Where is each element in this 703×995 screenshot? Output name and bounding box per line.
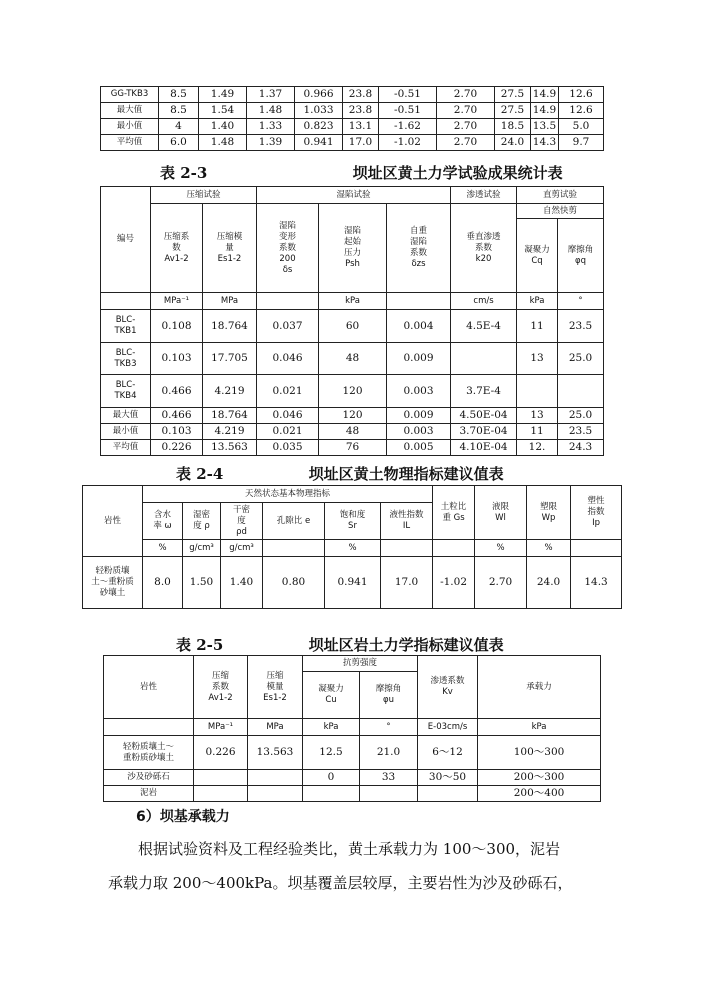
table-cell: 23.8: [343, 103, 379, 119]
table-cell: 0.003: [387, 375, 451, 408]
table-cell: 0: [303, 770, 360, 786]
t25-units-row: [104, 719, 601, 736]
table-cell: 120: [319, 408, 387, 424]
table-row: [101, 310, 604, 343]
table-cell: 4.5E-4: [451, 310, 517, 343]
t24-units-row: [83, 540, 622, 557]
table-cell: 13.5: [531, 119, 559, 135]
table-cell: 2.70: [437, 135, 495, 151]
t24-cell: 1.50: [183, 557, 221, 609]
table-cell: 27.5: [495, 103, 531, 119]
table-cell: [194, 786, 248, 802]
table-cell: 48: [319, 343, 387, 375]
table-row: [104, 770, 601, 786]
table-cell: 13.563: [248, 736, 303, 770]
table-row: [101, 424, 604, 440]
table-cell: 14.3: [531, 135, 559, 151]
table-cell: 1.33: [247, 119, 295, 135]
table-cell: 6～12: [418, 736, 478, 770]
table-cell: [248, 770, 303, 786]
table-cell: 200～300: [478, 770, 601, 786]
unit-cell: [433, 540, 475, 557]
unit-cell: kPa: [319, 293, 387, 310]
table-row: [101, 103, 604, 119]
t25-col-rock: 岩性: [104, 656, 194, 719]
table-cell: 27.5: [495, 87, 531, 103]
table-cell: 5.0: [559, 119, 604, 135]
group-collapse: 湿陷试验: [257, 187, 451, 204]
unit-cell: MPa⁻¹: [194, 719, 248, 736]
t25-h-av: 压缩 系数 Av1-2: [194, 656, 248, 719]
table-cell: 17.0: [343, 135, 379, 151]
table-cell: 1.54: [199, 103, 247, 119]
table-cell: 21.0: [360, 736, 418, 770]
col-id-header: 编号: [101, 187, 151, 293]
t24-data-row: [83, 557, 622, 609]
table-cell: 30～50: [418, 770, 478, 786]
table-2-5-title: 坝址区岩土力学指标建议值表: [308, 636, 504, 654]
table-cell: 12.6: [559, 103, 604, 119]
table-cell: 1.48: [199, 135, 247, 151]
table-cell: 18.764: [203, 408, 257, 424]
table-cell: 25.0: [558, 343, 604, 375]
table-cell: -1.62: [379, 119, 437, 135]
unit-cell: g/cm³: [183, 540, 221, 557]
unit-cell: [257, 293, 319, 310]
table-cell: 0.046: [257, 343, 319, 375]
table-cell: 24.3: [558, 440, 604, 456]
table-cell: 33: [360, 770, 418, 786]
table-cell: 0.108: [151, 310, 203, 343]
table-cell: 11: [517, 424, 558, 440]
row-label: 最大值: [101, 103, 159, 119]
table-cell: 0.103: [151, 343, 203, 375]
table-cell: 0.004: [387, 310, 451, 343]
h-cq: 凝聚力 Cq: [517, 219, 558, 293]
t24-h-rhod: 干密 度 ρd: [221, 503, 263, 540]
unit-cell: [387, 293, 451, 310]
t24-h-ip: 塑性 指数 Ip: [571, 486, 622, 540]
row-label: 平均值: [101, 440, 151, 456]
table-cell: 18.5: [495, 119, 531, 135]
table-cell: 1.033: [295, 103, 343, 119]
paragraph-line-1: 根据试验资料及工程经验类比，黄土承载力为 100～300，泥岩: [138, 840, 561, 858]
table-cell: [360, 786, 418, 802]
h-dzs: 自重 湿陷 系数 δzs: [387, 204, 451, 293]
table-cell: 3.7E-4: [451, 375, 517, 408]
unit-cell: MPa: [248, 719, 303, 736]
table-cell: 2.70: [437, 119, 495, 135]
table-row: [101, 408, 604, 424]
t25-h-kv: 渗透系数 Kv: [418, 656, 478, 719]
table-cell: [517, 375, 558, 408]
row-label: 沙及砂砾石: [104, 770, 194, 786]
table-cell: 100～300: [478, 736, 601, 770]
table-cell: 0.226: [151, 440, 203, 456]
table-cell: 9.7: [559, 135, 604, 151]
section-heading: 6）坝基承载力: [136, 809, 230, 825]
table-cell: 8.5: [159, 103, 199, 119]
table-cell: 0.966: [295, 87, 343, 103]
table-cell: 1.40: [199, 119, 247, 135]
table-top: [100, 86, 604, 151]
row-label: GG-TKB3: [101, 87, 159, 103]
t24-cell: 17.0: [381, 557, 433, 609]
table-2-5-caption: [176, 634, 504, 655]
h-phiq: 摩擦角 φq: [558, 219, 604, 293]
table-cell: 17.705: [203, 343, 257, 375]
unit-cell: kPa: [303, 719, 360, 736]
row-label: 泥岩: [104, 786, 194, 802]
row-label: BLC- TKB1: [101, 310, 151, 343]
table-2-3-caption: [160, 162, 563, 183]
unit-cell: cm/s: [451, 293, 517, 310]
unit-cell: MPa: [203, 293, 257, 310]
units-row: [101, 293, 604, 310]
table-cell: 13.563: [203, 440, 257, 456]
t25-h-cu: 凝聚力 Cu: [303, 672, 360, 719]
table-cell: -1.02: [379, 135, 437, 151]
unit-cell: [381, 540, 433, 557]
table-cell: 13: [517, 408, 558, 424]
table-cell: 8.5: [159, 87, 199, 103]
table-cell: 2.70: [437, 103, 495, 119]
table-2-5-number: 表 2-5: [176, 636, 224, 654]
table-cell: 0.009: [387, 408, 451, 424]
table-2-4-title: 坝址区黄土物理指标建议值表: [308, 465, 504, 483]
h-es: 压缩模 量 Es1-2: [203, 204, 257, 293]
table-cell: -0.51: [379, 87, 437, 103]
table-cell: [194, 770, 248, 786]
table-cell: 25.0: [558, 408, 604, 424]
table-cell: 1.49: [199, 87, 247, 103]
table-cell: 1.48: [247, 103, 295, 119]
t24-cell: 0.941: [325, 557, 381, 609]
table-row: [104, 786, 601, 802]
row-label: 平均值: [101, 135, 159, 151]
table-cell: 0.009: [387, 343, 451, 375]
t24-group-natural: 天然状态基本物理指标: [143, 486, 433, 503]
group-perm: 渗透试验: [451, 187, 517, 204]
table-row: [101, 87, 604, 103]
t25-h-es: 压缩 模量 Es1-2: [248, 656, 303, 719]
t24-cell: 24.0: [527, 557, 571, 609]
table-row: [101, 440, 604, 456]
unit-cell: kPa: [478, 719, 601, 736]
table-cell: 0.226: [194, 736, 248, 770]
t24-row-label: 轻粉质壤 土～重粉质 砂壤土: [83, 557, 143, 609]
table-cell: 0.103: [151, 424, 203, 440]
table-cell: [558, 375, 604, 408]
t25-h-phiu: 摩擦角 φu: [360, 672, 418, 719]
table-cell: 4.10E-04: [451, 440, 517, 456]
table-cell: 23.5: [558, 424, 604, 440]
unit-cell: [571, 540, 622, 557]
unit-cell: g/cm³: [221, 540, 263, 557]
t24-cell: 14.3: [571, 557, 622, 609]
table-cell: [303, 786, 360, 802]
table-cell: 4.50E-04: [451, 408, 517, 424]
unit-cell: °: [360, 719, 418, 736]
table-cell: 24.0: [495, 135, 531, 151]
unit-cell: %: [527, 540, 571, 557]
unit-cell: %: [325, 540, 381, 557]
table-row: [101, 119, 604, 135]
table-cell: 14.9: [531, 87, 559, 103]
table-cell: 48: [319, 424, 387, 440]
table-cell: 0.021: [257, 424, 319, 440]
table-cell: 4: [159, 119, 199, 135]
t24-h-sr: 饱和度 Sr: [325, 503, 381, 540]
table-row: [101, 135, 604, 151]
unit-cell: %: [143, 540, 183, 557]
table-cell: 14.9: [531, 103, 559, 119]
table-cell: 0.035: [257, 440, 319, 456]
table-cell: 120: [319, 375, 387, 408]
group-compress: 压缩试验: [151, 187, 257, 204]
unit-cell: MPa⁻¹: [151, 293, 203, 310]
table-row: [104, 736, 601, 770]
row-label: 最小值: [101, 424, 151, 440]
row-label: 最大值: [101, 408, 151, 424]
row-label: 轻粉质壤土～ 重粉质砂壤土: [104, 736, 194, 770]
table-cell: 0.046: [257, 408, 319, 424]
table-cell: 200～400: [478, 786, 601, 802]
group-shear: 直剪试验: [517, 187, 604, 204]
table-cell: 12.: [517, 440, 558, 456]
t24-h-il: 液性指数 IL: [381, 503, 433, 540]
table-cell: 18.764: [203, 310, 257, 343]
table-cell: 13.1: [343, 119, 379, 135]
h-ds: 湿陷 变形 系数 200 δs: [257, 204, 319, 293]
t24-h-wl: 液限 Wl: [475, 486, 527, 540]
t24-cell: 2.70: [475, 557, 527, 609]
table-cell: 0.037: [257, 310, 319, 343]
row-label: BLC- TKB4: [101, 375, 151, 408]
table-cell: 4.219: [203, 424, 257, 440]
unit-cell: kPa: [517, 293, 558, 310]
t24-col-rock: 岩性: [83, 486, 143, 557]
t24-h-w: 含水 率 ω: [143, 503, 183, 540]
paragraph-line-2: 承载力取 200～400kPa。坝基覆盖层较厚，主要岩性为沙及砂砾石，: [108, 874, 573, 892]
table-cell: 0.021: [257, 375, 319, 408]
h-av: 压缩系 数 Av1-2: [151, 204, 203, 293]
table-cell: 3.70E-04: [451, 424, 517, 440]
table-cell: 0.466: [151, 375, 203, 408]
table-cell: 1.37: [247, 87, 295, 103]
unit-cell: °: [558, 293, 604, 310]
table-2-5: [103, 655, 601, 802]
table-2-4: [82, 485, 622, 609]
table-cell: 0.466: [151, 408, 203, 424]
table-cell: 13: [517, 343, 558, 375]
t24-h-gs: 土粒比 重 Gs: [433, 486, 475, 540]
table-cell: 1.39: [247, 135, 295, 151]
sub-shear: 自然快剪: [517, 204, 604, 219]
unit-cell: E-03cm/s: [418, 719, 478, 736]
t25-h-bearing: 承载力: [478, 656, 601, 719]
t25-group-shear: 抗剪强度: [303, 656, 418, 672]
table-cell: [248, 786, 303, 802]
table-cell: 11: [517, 310, 558, 343]
table-cell: 60: [319, 310, 387, 343]
table-2-3-title: 坝址区黄土力学试验成果统计表: [352, 164, 563, 182]
row-label: 最小值: [101, 119, 159, 135]
unit-cell: %: [475, 540, 527, 557]
row-label: BLC- TKB3: [101, 343, 151, 375]
table-2-3-number: 表 2-3: [160, 164, 208, 182]
table-2-4-number: 表 2-4: [176, 465, 224, 483]
table-cell: [451, 343, 517, 375]
table-cell: 0.005: [387, 440, 451, 456]
table-cell: 23.5: [558, 310, 604, 343]
table-cell: 2.70: [437, 87, 495, 103]
table-row: [101, 375, 604, 408]
t24-cell: -1.02: [433, 557, 475, 609]
table-cell: 4.219: [203, 375, 257, 408]
table-cell: 76: [319, 440, 387, 456]
t24-h-wp: 塑限 Wp: [527, 486, 571, 540]
table-cell: -0.51: [379, 103, 437, 119]
table-cell: 12.6: [559, 87, 604, 103]
h-psh: 湿陷 起始 压力 Psh: [319, 204, 387, 293]
table-cell: [418, 786, 478, 802]
table-2-3: [100, 186, 604, 456]
t24-cell: 1.40: [221, 557, 263, 609]
t24-cell: 8.0: [143, 557, 183, 609]
table-cell: 23.8: [343, 87, 379, 103]
table-cell: 0.823: [295, 119, 343, 135]
t24-cell: 0.80: [263, 557, 325, 609]
table-cell: 0.941: [295, 135, 343, 151]
unit-cell: [263, 540, 325, 557]
table-cell: 6.0: [159, 135, 199, 151]
h-k20: 垂直渗透 系数 k20: [451, 204, 517, 293]
table-cell: 12.5: [303, 736, 360, 770]
table-cell: 0.003: [387, 424, 451, 440]
table-row: [101, 343, 604, 375]
t24-h-rho: 湿密 度 ρ: [183, 503, 221, 540]
t24-h-e: 孔隙比 e: [263, 503, 325, 540]
table-2-4-caption: [176, 463, 504, 484]
